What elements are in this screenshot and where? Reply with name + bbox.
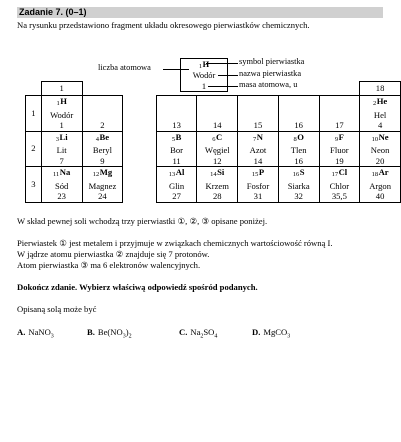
task-intro: Na rysunku przedstawiono fragment układu okresowego pierwiastków chemicznych. <box>17 20 310 30</box>
element-cell-n: 7N Azot 14 <box>238 131 279 167</box>
element-cell-s: 16S Siarka 32 <box>278 167 319 203</box>
group-header: 17 <box>319 96 360 132</box>
group-header: 15 <box>238 96 279 132</box>
group-header: 14 <box>197 96 238 132</box>
clue-element-1: Pierwiastek ① jest metalem i przyjmuje w związkach chemicznych wartościowość równą I. <box>17 238 333 248</box>
element-cell-si: 14Si Krzem 28 <box>197 167 238 203</box>
legend-mass-label: masa atomowa, u <box>239 80 298 89</box>
element-cell-cl: 17Cl Chlor 35,5 <box>319 167 360 203</box>
answer-option-a[interactable]: A. NaNO$_3$ <box>17 327 54 340</box>
answer-option-c[interactable]: C. $Na_2SO_4$ <box>179 327 218 340</box>
legend-sample-name: Wodór <box>192 71 216 80</box>
instruction: Dokończ zdanie. Wybierz właściwą odpowiedź spośród podanych. <box>17 282 258 292</box>
answer-options <box>17 327 383 339</box>
element-cell-o: 8O Tlen 16 <box>278 131 319 167</box>
element-cell-na: 11Na Sód 23 <box>41 167 82 203</box>
period-number: 3 <box>26 167 42 203</box>
legend-name-label: nazwa pierwiastka <box>239 69 302 78</box>
answer-option-d[interactable]: D. MgCO$_3$ <box>252 327 291 340</box>
legend-sample-mass: 1 <box>201 82 207 91</box>
legend-symbol-label: symbol pierwiastka <box>239 57 305 66</box>
legend-atomic-number-label: liczba atomowa <box>98 63 151 72</box>
element-cell-ar: 18Ar Argon 40 <box>360 167 401 203</box>
periodic-table <box>25 81 401 203</box>
period-number: 2 <box>26 131 42 167</box>
group-header: 18 <box>360 82 401 96</box>
element-cell-al: 13Al Glin 27 <box>156 167 197 203</box>
group-header: 1 <box>41 82 82 96</box>
element-cell-h: 1H Wodór 1 <box>41 96 82 132</box>
legend-sample-z: 1 <box>198 63 203 70</box>
paragraph-elements: W skład pewnej soli wchodzą trzy pierwiastki ①, ②, ③ opisane poniżej. <box>17 216 268 226</box>
element-cell-li: 3Li Lit 7 <box>41 131 82 167</box>
element-cell-he: 2He Hel 4 <box>360 96 401 132</box>
group-header: 13 <box>156 96 197 132</box>
group-header: 2 <box>82 96 123 132</box>
element-cell-mg: 12Mg Magnez 24 <box>82 167 123 203</box>
period-number: 1 <box>26 96 42 132</box>
clue-element-2: W jądrze atomu pierwiastka ② znajduje się 7 protonów. <box>17 249 210 259</box>
element-cell-c: 6C Węgiel 12 <box>197 131 238 167</box>
element-cell-b: 5B Bor 11 <box>156 131 197 167</box>
group-header: 16 <box>278 96 319 132</box>
question-stem: Opisaną solą może być <box>17 304 97 314</box>
clue-element-3: Atom pierwiastka ③ ma 6 elektronów walencyjnych. <box>17 260 201 270</box>
element-cell-p: 15P Fosfor 31 <box>238 167 279 203</box>
legend-sample-symbol: H <box>202 60 210 69</box>
task-header: Zadanie 7. (0–1) <box>17 7 383 18</box>
element-cell-f: 9F Fluor 19 <box>319 131 360 167</box>
answer-option-b[interactable]: B. $Be(NO_3)_2$ <box>87 327 132 340</box>
element-cell-ne: 10Ne Neon 20 <box>360 131 401 167</box>
element-cell-be: 4Be Beryl 9 <box>82 131 123 167</box>
